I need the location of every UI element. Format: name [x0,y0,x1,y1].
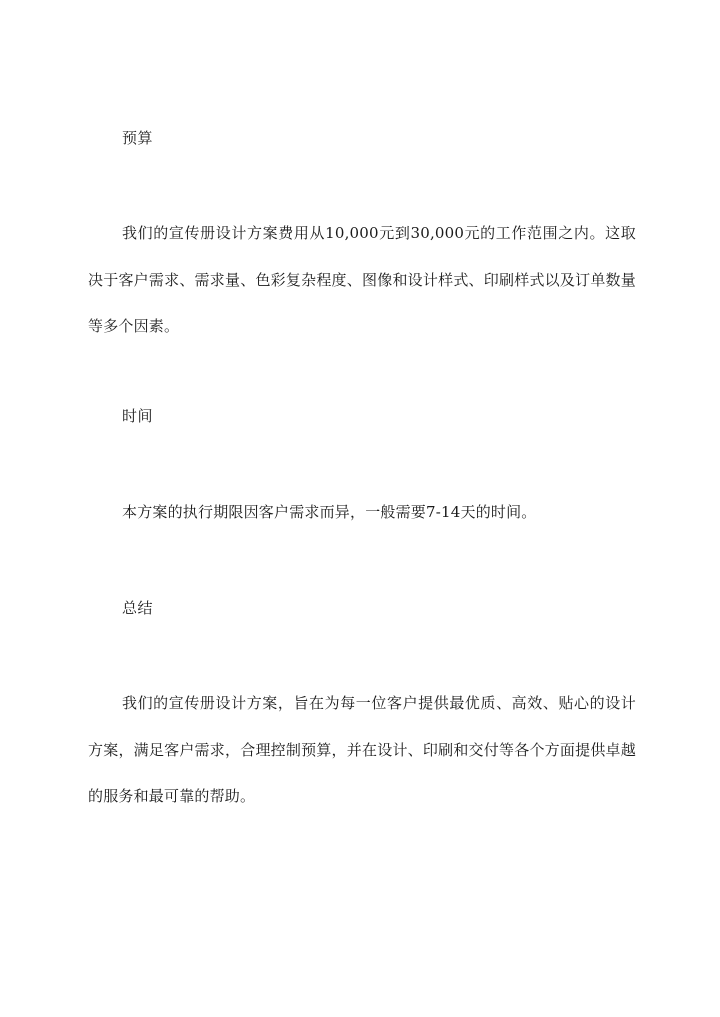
section-heading-time: 时间 [122,407,154,425]
section-body-summary: 我们的宣传册设计方案，旨在为每一位客户提供最优质、高效、贴心的设计方案，满足客户需求，合理控制预算，并在设计、印刷和交付等各个方面提供卓越的服务和最可靠的帮助。 [88,694,636,805]
section-body-time: 本方案的执行期限因客户需求而异，一般需要7-14天的时间。 [122,503,537,521]
section-heading-budget: 预算 [122,129,154,147]
section-heading-summary: 总结 [122,599,154,617]
section-body-budget: 我们的宣传册设计方案费用从10,000元到30,000元的工作范围之内。这取决于客户需求、需求量、色彩复杂程度、图像和设计样式、印刷样式以及订单数量等多个因素。 [88,224,636,335]
